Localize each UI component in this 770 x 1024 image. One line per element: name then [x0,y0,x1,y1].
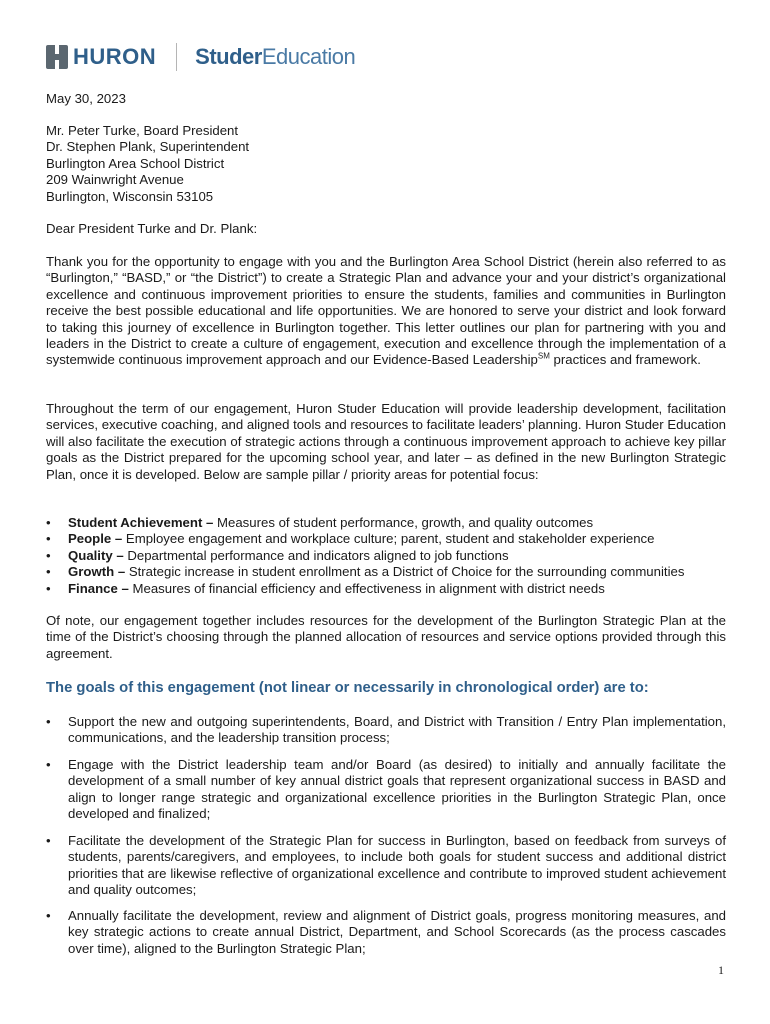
list-item [46,531,726,547]
salutation: Dear President Turke and Dr. Plank: [46,221,258,236]
goals-heading: The goals of this engagement (not linear or necessarily in chronological order) are to: [46,680,649,696]
list-item [46,515,726,531]
address-line: Burlington, Wisconsin 53105 [46,188,214,204]
studer-logo-bold: Studer [195,43,262,69]
list-item [46,714,726,747]
pillar-desc: Measures of student performance, growth, and quality outcomes [213,515,594,530]
bullet-icon: • [46,564,51,580]
note-paragraph: Of note, our engagement together includes resources for the development of the Burlington Strategic Plan at the time of the District’s choosing through the planned allocation of resources and service options provided through this agreement. [46,613,726,661]
goal-text: Annually facilitate the development, review and alignment of District goals, progress monitoring measures, and key strategic actions to create annual District, Department, and School Scorecards (as the process cascades over time), aligned to the Burlington Strategic Plan; [68,908,726,956]
pillar-term: Finance – [68,580,129,596]
pillar-term: Growth – [68,564,126,580]
address-line: Mr. Peter Turke, Board President [46,123,239,138]
list-item [46,548,726,564]
letterhead [46,42,355,72]
bullet-icon: • [46,515,51,530]
list-item [46,581,726,597]
pillar-term: Quality – [68,547,124,563]
goal-text: Facilitate the development of the Strategic Plan for success in Burlington, based on feedback from surveys of students, parents/caregivers, and employees, to include both goals for student success and additional district priorities that are likewise reflective of organizational excellence and contribute to improved student achievement and quality outcomes; [68,833,726,898]
pillar-desc: Employee engagement and workplace culture; parent, student and stakeholder experience [122,531,655,547]
logo-divider [176,43,177,71]
studer-education-logo [195,43,356,69]
list-item [46,564,726,580]
bullet-icon: • [46,833,51,848]
service-mark: SM [537,352,550,362]
pillar-desc: Departmental performance and indicators aligned to job functions [123,547,509,563]
engagement-paragraph: Throughout the term of our engagement, Huron Studer Education will provide leadership development, facilitation services, executive coaching, and aligned tools and resources to facilitate leaders’ planning. Huron Studer Education will also facilitate the execution of strategic actions through a continuous improvement approach to achieve key pillar goals as the District prepared for the upcoming school year, and later – as defined in the new Burlington Strategic Plan, once it is developed. Below are sample pillar / priority areas for potential focus: [46,401,726,482]
bullet-icon: • [46,757,51,772]
bullet-icon: • [46,547,51,563]
bullet-icon: • [46,908,51,923]
pillar-term: People – [68,531,123,547]
list-item [46,833,726,899]
bullet-icon: • [46,714,51,729]
list-item [46,757,726,823]
intro-paragraph-end: practices and framework. [549,352,701,368]
address-line: Dr. Stephen Plank, Superintendent [46,139,250,155]
huron-logo-text: HURON [73,43,157,69]
recipient-address [46,123,726,205]
address-line: 209 Wainwright Avenue [46,172,184,188]
pillar-term: Student Achievement – [68,515,214,530]
letter-date: May 30, 2023 [46,91,126,106]
huron-logo [46,45,156,69]
goal-text: Support the new and outgoing superintendents, Board, and District with Transition / Entry Plan implementation, communications, and the leadership transition process; [68,714,726,746]
bullet-icon: • [46,580,51,596]
address-line: Burlington Area School District [46,155,225,171]
studer-logo-light: Education [261,43,356,69]
pillar-desc: Strategic increase in student enrollment as a District of Choice for the surrounding communities [125,564,685,580]
page-number: 1 [718,963,724,977]
pillar-list [46,515,726,597]
list-item [46,908,726,957]
pillar-desc: Measures of financial efficiency and effectiveness in alignment with district needs [128,580,605,596]
intro-paragraph [46,254,726,369]
intro-paragraph-text: Thank you for the opportunity to engage with you and the Burlington Area School District (herein also referred to as “Burlington,” “BASD,” or “the District”) to create a Strategic Plan and advance your and your district’s organizational excellence and continuous improvement priorities to ensure the students, families and communities in Burlington receive the best possible educational and life opportunities. We are honored to serve your district and look forward to taking this journey of excellence in Burlington together. This letter outlines our plan for partnering with you and leaders in the District to create a culture of engagement, execution and excellence through the implementation of a systemwide continuous improvement approach and our Evidence-Based Leadership [46,254,726,368]
huron-mark-icon [46,45,68,69]
goal-text: Engage with the District leadership team and/or Board (as desired) to initially and annually facilitate the development of a small number of key annual district goals that represent organizational success in BASD and align to longer range strategic and organizational excellence priorities in the Burlington Strategic Plan, once developed and finalized; [68,757,726,822]
bullet-icon: • [46,531,51,547]
